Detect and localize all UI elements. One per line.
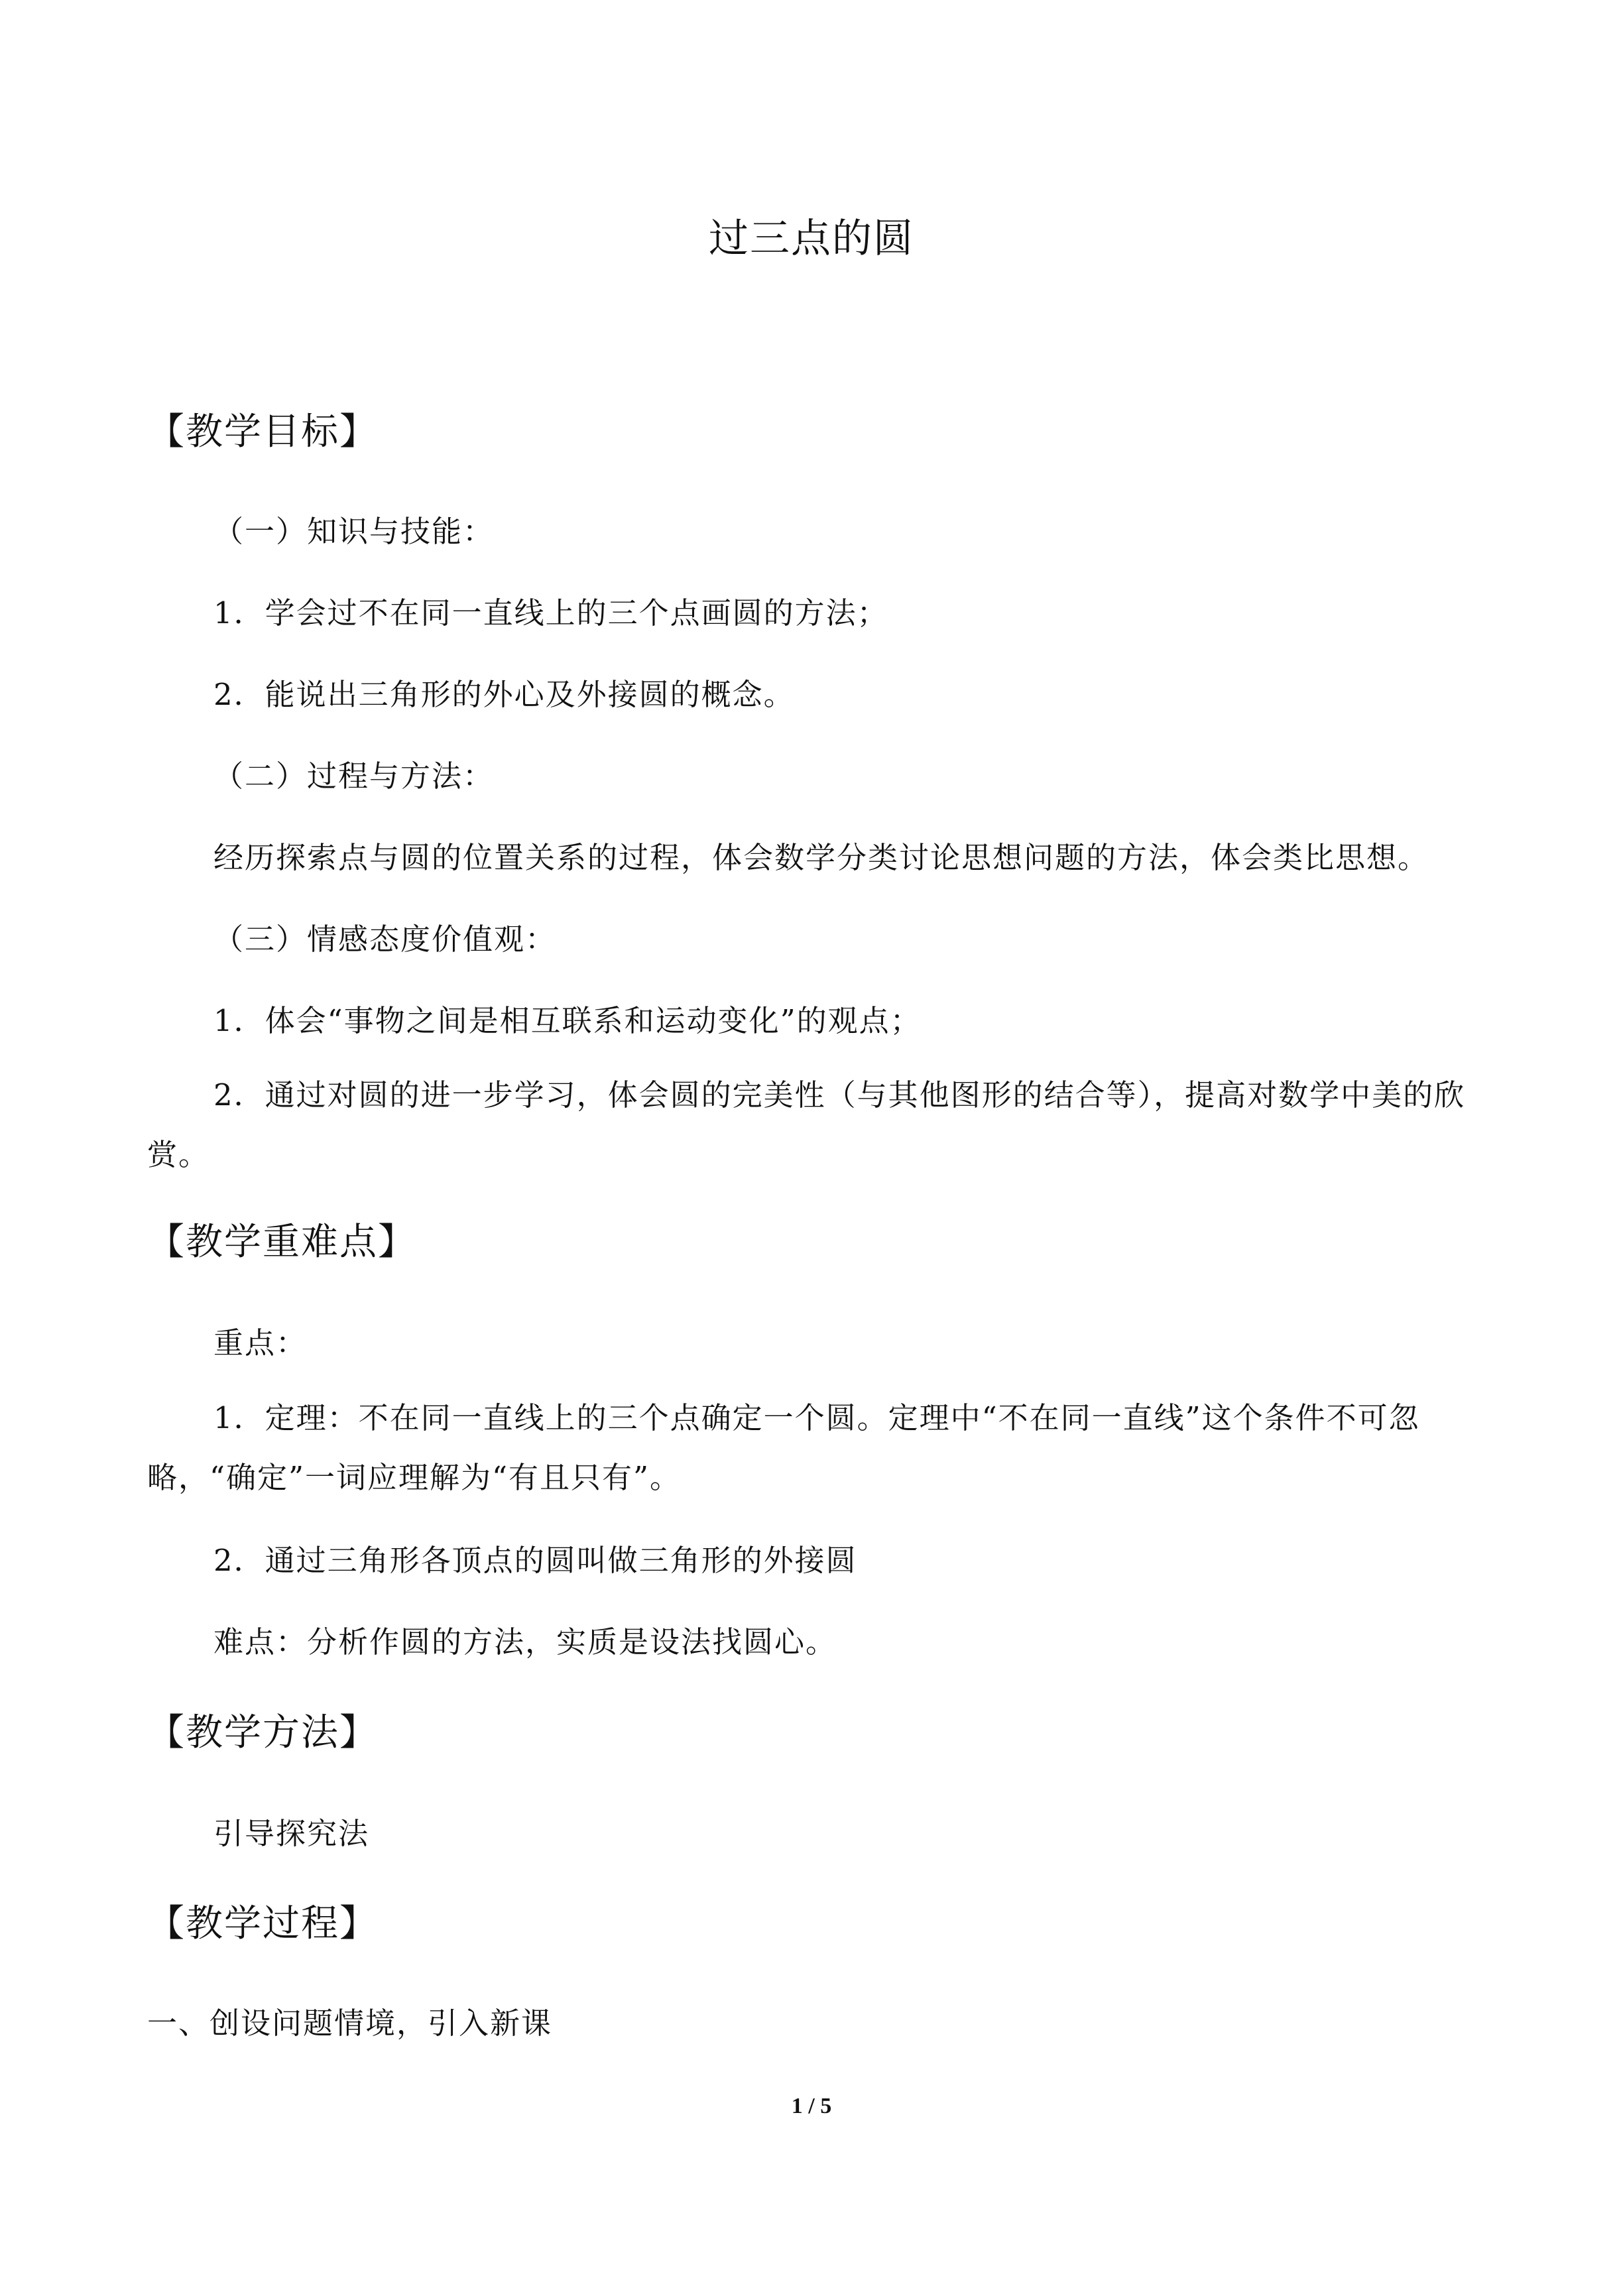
attitude-item-2: 2．通过对圆的进一步学习，体会圆的完美性（与其他图形的结合等），提高对数学中美的欣赏。 [147, 1077, 1466, 1172]
process-step-1: 一、创设问题情境，引入新课 [147, 2006, 553, 2041]
difficulty-text: 难点：分析作圆的方法，实质是设法找圆心。 [213, 1624, 837, 1660]
page-number: 1 / 5 [791, 2094, 832, 2118]
heading-key-points: 【教学重难点】 [147, 1221, 416, 1264]
key-point-1: 1．定理：不在同一直线上的三个点确定一个圆。定理中“不在同一直线”这个条件不可忽略，“确定”一词应理解为“有且只有”。 [147, 1400, 1420, 1495]
method-text: 引导探究法 [213, 1816, 370, 1851]
heading-process: 【教学过程】 [147, 1902, 378, 1945]
subheading-knowledge: （一）知识与技能： [213, 514, 495, 549]
document-title: 过三点的圆 [709, 215, 914, 262]
key-point-2: 2．通过三角形各顶点的圆叫做三角形的外接圆 [213, 1543, 857, 1578]
objective-item-1: 1．学会过不在同一直线上的三个点画圆的方法； [213, 595, 888, 631]
heading-objectives: 【教学目标】 [147, 410, 378, 453]
key-label: 重点： [213, 1325, 308, 1360]
subheading-attitude: （三）情感态度价值观： [213, 922, 557, 957]
process-paragraph: 经历探索点与圆的位置关系的过程，体会数学分类讨论思想问题的方法，体会类比思想。 [213, 840, 1429, 875]
heading-method: 【教学方法】 [147, 1711, 378, 1754]
objective-item-2: 2．能说出三角形的外心及外接圆的概念。 [213, 677, 795, 712]
attitude-item-1: 1．体会“事物之间是相互联系和运动变化”的观点； [213, 1003, 922, 1038]
subheading-process: （二）过程与方法： [213, 758, 495, 794]
